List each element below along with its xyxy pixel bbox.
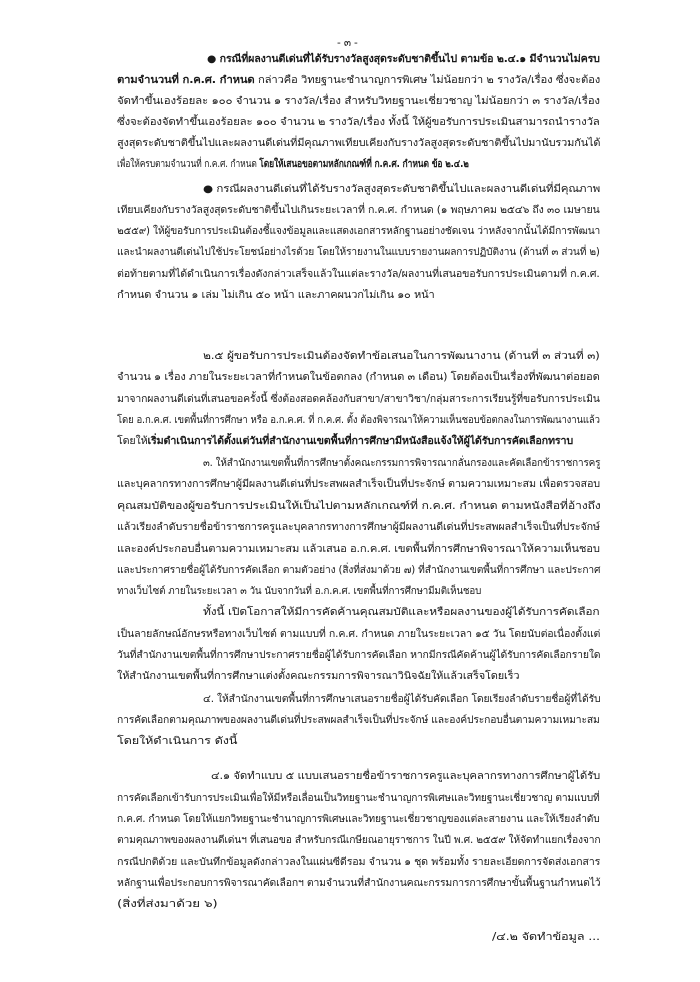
text-run: กรณีปกติด้วย และบันทึกข้อมูลดังกล่าวลงในแผ่นซีดีรอม จำนวน ๑ ชุด พร้อมทั้ง รายละเอียดการจัดส่งเอกสาร (117, 857, 601, 868)
page-number: - ๓ - (337, 37, 358, 49)
text-run: กำหนด จำนวน ๑ เล่ม ไม่เกิน ๕๐ หน้า และภาคผนวกไม่เกิน ๑๐ หน้า (117, 290, 435, 301)
bold-text-run: ● กรณีที่ผลงานดีเด่นที่ได้รับรางวัลสูงสุดระดับชาติขึ้นไป ตามข้อ ๒.๔.๑ มีจำนวนไม่ครบ (207, 54, 600, 65)
text-run: โดยให้ดำเนินการ ดังนี้ (117, 736, 238, 747)
text-run: ๓. ให้สำนักงานเขตพื้นที่การศึกษาตั้งคณะกรรมการพิจารณากลั่นกรองและคัดเลือกข้าราชการครู (203, 458, 601, 469)
text-run: มาจากผลงานดีเด่นที่เสนอขอครั้งนี้ ซึ่งต้องสอดคล้องกับสาขา/สาขาวิชา/กลุ่มสาระการเรียนรู้ที่ขอรับการประเมิน (117, 394, 600, 405)
text-line (117, 564, 600, 578)
text-run: การคัดเลือกตามคุณภาพของผลงานดีเด่นที่ประสพผลสำเร็จเป็นที่ประจักษ์ และองค์ประกอบอื่นตามความเหมาะสม (117, 715, 600, 726)
text-run: ๔.๑ จัดทำแบบ ๕ แบบเสนอรายชื่อข้าราชการครูและบุคลากรทางการศึกษาผู้ได้รับ (211, 771, 601, 782)
text-run: เทียบเคียงกับรางวัลสูงสุดระดับชาติขึ้นไปเกินระยะเวลาที่ ก.ค.ศ. กำหนด (๑ พฤษภาคม ๒๕๔๖ ถึง ๓๐ เมษายน (117, 205, 600, 216)
text-line (117, 714, 600, 728)
text-run: ๔. ให้สำนักงานเขตพื้นที่การศึกษาเสนอรายชื่อผู้ได้รับคัดเลือก โดยเรียงลำดับรายชื่อผู้ที่ได้รับ (203, 694, 601, 705)
text-run: สูงสุดระดับชาติขึ้นไปและผลงานดีเด่นที่มีคุณภาพเทียบเคียงกับรางวัลสูงสุดระดับชาติขึ้นไปมานับรวมกันได้ (117, 138, 601, 149)
text-line (117, 898, 218, 912)
text-line (117, 877, 600, 891)
text-line (117, 414, 600, 428)
text-run: เป็นลายลักษณ์อักษรหรือทางเว็บไซต์ ตามแบบที่ ก.ค.ศ. กำหนด ภายในระยะเวลา ๑๕ วัน โดยนับต่อเนื่องตั้งแต่ (117, 629, 601, 640)
text-run: ต่อท้ายตามที่ได้ดำเนินการเรื่องดังกล่าวเสร็จแล้วในแต่ละรางวัล/ผลงานที่เสนอขอรับการประเมินตามที่ ก.ค.ศ. (117, 269, 600, 280)
text-run: กล่าวคือ วิทยฐานะชำนาญการพิเศษ ไม่น้อยกว่า ๒ รางวัล/เรื่อง ซึ่งจะต้อง (254, 75, 601, 86)
text-run: วันที่สำนักงานเขตพื้นที่การศึกษาประกาศรายชื่อผู้ได้รับการคัดเลือก หากมีกรณีคัดค้านผู้ได้รับการคัดเลือกรายใด (117, 650, 601, 661)
text-line (203, 606, 599, 620)
text-line (117, 371, 600, 385)
text-run: จำนวน ๑ เรื่อง ภายในระยะเวลาที่กำหนดในข้อตกลง (กำหนด ๓ เดือน) โดยต้องเป็นเรื่องที่พัฒนาต่อยอด (117, 372, 600, 383)
text-run: /๔.๒ จัดทำข้อมูล ... (492, 932, 600, 943)
text-line (117, 856, 600, 870)
text-line (207, 53, 600, 67)
text-run: ซึ่งจะต้องจัดทำขึ้นเองร้อยละ ๑๐๐ จำนวน ๒ รางวัล/เรื่อง ทั้งนี้ ให้ผู้ขอรับการประเมินสามารถนำรางวัล (117, 117, 600, 128)
text-line (117, 74, 600, 88)
text-run: โดย อ.ก.ค.ศ. เขตพื้นที่การศึกษา หรือ อ.ก.ค.ศ. ที่ ก.ค.ศ. ตั้ง ต้องพิจารณาให้ความเห็นชอบข้อตกลงในการพัฒนางานแล้ว (117, 415, 600, 426)
text-line (117, 813, 600, 827)
text-run: และองค์ประกอบอื่นตามความเหมาะสม แล้วเสนอ อ.ก.ค.ศ. เขตพื้นที่การศึกษาพิจารณาให้ความเห็นชอบ (117, 544, 600, 555)
text-line (117, 158, 469, 172)
text-run: (สิ่งที่ส่งมาด้วย ๖) (117, 899, 218, 910)
text-line (203, 350, 600, 364)
text-line (117, 478, 600, 492)
text-line (117, 649, 600, 663)
text-line (117, 670, 519, 684)
text-run: แล้วเรียงลำดับรายชื่อข้าราชการครูและบุคลากรทางการศึกษาผู้มีผลงานดีเด่นที่ประสพผลสำเร็จเป็นที่ประจักษ์ (117, 522, 600, 533)
bold-text-run: โดยให้เสนอขอตามหลักเกณฑ์ที่ ก.ค.ศ. กำหนด ข้อ ๒.๔.๒ (259, 159, 469, 170)
text-run: ● กรณีผลงานดีเด่นที่ได้รับรางวัลสูงสุดระดับชาติขึ้นไปและผลงานดีเด่นที่มีคุณภาพ (203, 184, 601, 195)
text-run: คุณสมบัติของผู้ขอรับการประเมินให้เป็นไปตามหลักเกณฑ์ที่ ก.ค.ศ. กำหนด ตามหนังสือที่อ้างถึง (117, 501, 601, 512)
text-line (117, 500, 601, 514)
text-line (117, 834, 600, 848)
text-run: หลักฐานเพื่อประกอบการพิจารณาคัดเลือกฯ ตามจำนวนที่สำนักงานคณะกรรมการการศึกษาขั้นพื้นฐานกำหนดไว้ (117, 878, 601, 889)
text-run: ให้สำนักงานเขตพื้นที่การศึกษาแต่งตั้งคณะกรรมการพิจารณาวินิจฉัยให้แล้วเสร็จโดยเร็ว (117, 671, 520, 682)
text-line (117, 585, 481, 599)
bold-text-run: ตามจำนวนที่ ก.ค.ศ. กำหนด (117, 75, 255, 86)
text-line (117, 116, 600, 130)
text-line (211, 770, 600, 784)
text-run: ๒๕๕๙) ให้ผู้ขอรับการประเมินต้องชี้แจงข้อมูลและแสดงเอกสารหลักฐานอย่างชัดเจน ว่าหลังจากนั้นได้มีการพัฒนา (117, 226, 601, 237)
text-run: ก.ค.ศ. กำหนด โดยให้แยกวิทยฐานะชำนาญการพิเศษและวิทยฐานะเชี่ยวชาญของแต่ละสายงาน และให้เรียงลำดับ (117, 814, 600, 825)
text-line (117, 393, 600, 407)
bold-text-run: เริ่มดำเนินการได้ตั้งแต่วันที่สำนักงานเขตพื้นที่การศึกษามีหนังสือแจ้งให้ผู้ได้รับการคัดเลือกทราบ (147, 436, 574, 447)
text-line (117, 289, 435, 303)
text-line (203, 183, 600, 197)
text-line (203, 693, 600, 707)
text-run: และนำผลงานดีเด่นไปใช้ประโยชน์อย่างไรด้วย โดยให้รายงานในแบบรายงานผลการปฏิบัติงาน (ด้านที่ ๓ ส่วนที่ ๒) (117, 247, 600, 258)
text-line (117, 268, 600, 282)
text-line (117, 246, 600, 260)
text-run: เพื่อให้ครบตามจำนวนที่ ก.ค.ศ. กำหนด (117, 159, 260, 170)
text-run: และประกาศรายชื่อผู้ได้รับการคัดเลือก ตามตัวอย่าง (สิ่งที่ส่งมาด้วย ๗) ที่สำนักงานเขตพื้นที่การศึกษา และประกาศ (117, 565, 601, 576)
text-line (117, 543, 600, 557)
text-line (117, 735, 237, 749)
text-line (117, 95, 600, 109)
text-run: ๒.๕ ผู้ขอรับการประเมินต้องจัดทำข้อเสนอในการพัฒนางาน (ด้านที่ ๓ ส่วนที่ ๓) (203, 351, 600, 362)
text-run: ทั้งนี้ เปิดโอกาสให้มีการคัดค้านคุณสมบัติและหรือผลงานของผู้ได้รับการคัดเลือก (203, 607, 600, 618)
text-line (117, 628, 600, 642)
text-line (492, 931, 600, 945)
text-line (117, 225, 600, 239)
text-line (117, 435, 573, 449)
text-line (117, 137, 600, 151)
text-run: ทางเว็บไซต์ ภายในระยะเวลา ๓ วัน นับจากวันที่ อ.ก.ค.ศ. เขตพื้นที่การศึกษามีมติเห็นชอบ (117, 586, 482, 597)
text-run: ตามคุณภาพของผลงานดีเด่นฯ ที่เสนอขอ สำหรับกรณีเกษียณอายุราชการ ในปี พ.ศ. ๒๕๕๙ ให้จัดทำแยกเรื่องจาก (117, 835, 601, 846)
text-run: การคัดเลือกเข้ารับการประเมินเพื่อให้มีหรือเลื่อนเป็นวิทยฐานะชำนาญการพิเศษและวิทยฐานะเชี่ยวชาญ ตามแบบที่ (117, 793, 600, 804)
text-line (203, 457, 600, 471)
text-line (117, 204, 600, 218)
text-run: โดยให้ (117, 436, 148, 447)
text-run: และบุคลากรทางการศึกษาผู้มีผลงานดีเด่นที่ประสพผลสำเร็จเป็นที่ประจักษ์ ตามความเหมาะสม เพื่อตรวจสอบ (117, 479, 601, 490)
text-line (117, 521, 600, 535)
text-line (117, 792, 600, 806)
text-run: จัดทำขึ้นเองร้อยละ ๑๐๐ จำนวน ๑ รางวัล/เรื่อง สำหรับวิทยฐานะเชี่ยวชาญ ไม่น้อยกว่า ๓ รางวัล/เรื่อง (117, 96, 600, 107)
